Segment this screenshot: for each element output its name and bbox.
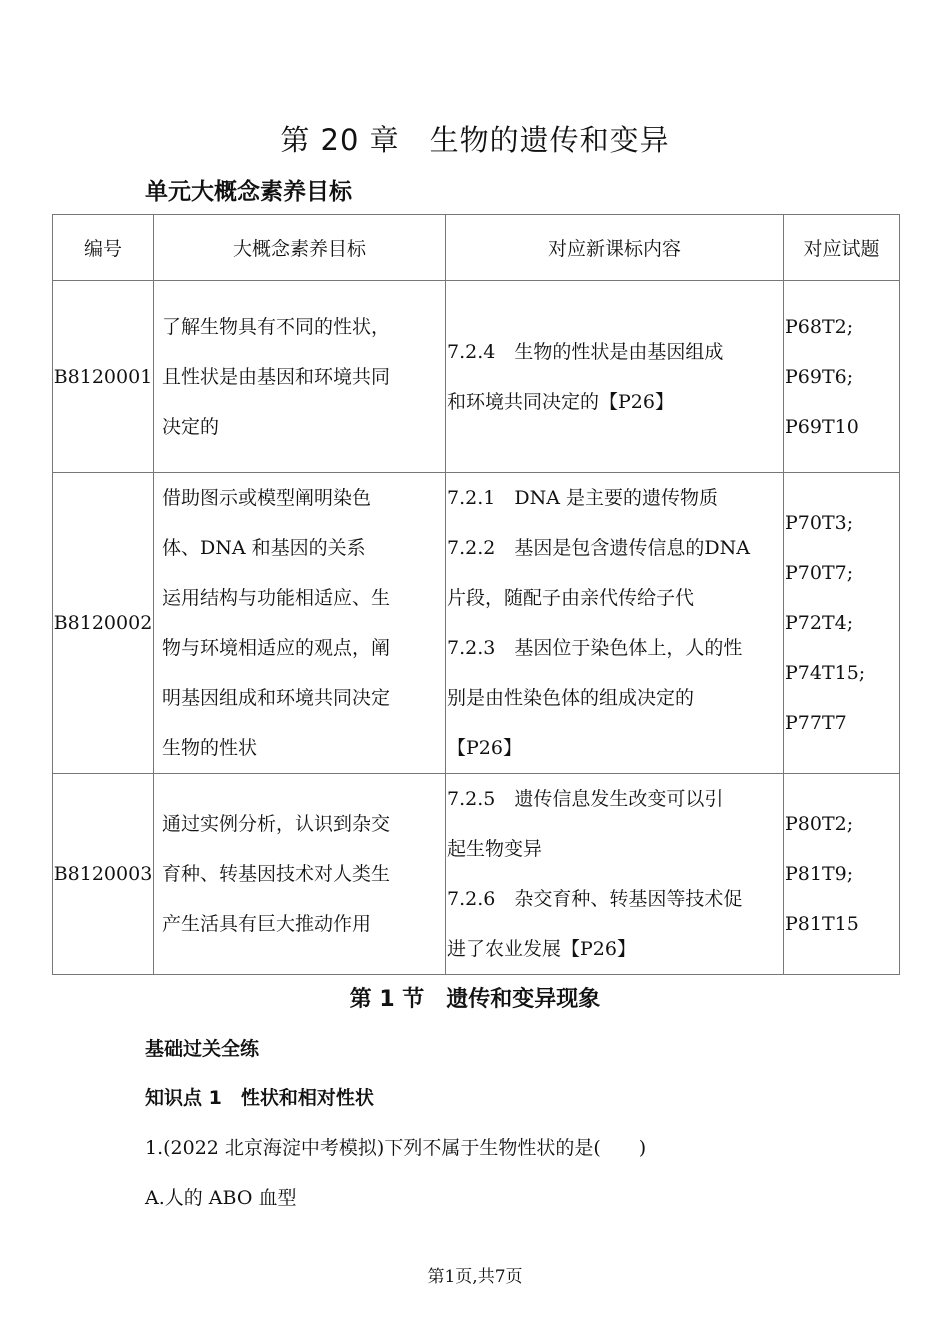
goal-cell: 通过实例分析，认识到杂交 育种、转基因技术对人类生 产生活具有巨大推动作用 <box>154 774 446 975</box>
header-questions: 对应试题 <box>784 215 900 281</box>
row-id: B8120003 <box>53 774 154 975</box>
questions-cell: P68T2; P69T6; P69T10 <box>784 281 900 473</box>
row-id: B8120001 <box>53 281 154 473</box>
questions-cell: P80T2; P81T9; P81T15 <box>784 774 900 975</box>
table-header-row <box>53 215 900 281</box>
page-footer: 第1页,共7页 <box>427 1267 523 1287</box>
header-id: 编号 <box>53 215 154 281</box>
table-row <box>53 281 900 473</box>
table-row <box>53 774 900 975</box>
goals-table <box>52 214 900 975</box>
goal-cell: 借助图示或模型阐明染色 体、DNA 和基因的关系 运用结构与功能相适应、生 物与环境相适应的观点，阐 明基因组成和环境共同决定 生物的性状 <box>154 473 446 774</box>
standard-cell: 7.2.5 遗传信息发生改变可以引 起生物变异 7.2.6 杂交育种、转基因等技术促 进了农业发展【P26】 <box>446 774 784 975</box>
goal-cell: 了解生物具有不同的性状， 且性状是由基因和环境共同 决定的 <box>154 281 446 473</box>
header-goal: 大概念素养目标 <box>154 215 446 281</box>
section-title: 第 1 节 遗传和变异现象 <box>349 987 601 1012</box>
question-1: 1.(2022 北京海淀中考模拟)下列不属于生物性状的是( ) <box>145 1137 647 1159</box>
unit-heading: 单元大概念素养目标 <box>145 179 352 205</box>
questions-cell: P70T3; P70T7; P72T4; P74T15; P77T7 <box>784 473 900 774</box>
row-id: B8120002 <box>53 473 154 774</box>
chapter-title: 第 20 章 生物的遗传和变异 <box>280 123 670 157</box>
header-standard: 对应新课标内容 <box>446 215 784 281</box>
table-row <box>53 473 900 774</box>
basic-practice-heading: 基础过关全练 <box>145 1038 260 1060</box>
knowledge-point-heading: 知识点 1 性状和相对性状 <box>145 1087 374 1109</box>
standard-cell: 7.2.4 生物的性状是由基因组成 和环境共同决定的【P26】 <box>446 281 784 473</box>
standard-cell: 7.2.1 DNA 是主要的遗传物质 7.2.2 基因是包含遗传信息的DNA 片段，随配子由亲代传给子代 7.2.3 基因位于染色体上，人的性 别是由性染色体的组成决定的 【P26】 <box>446 473 784 774</box>
option-a: A.人的 ABO 血型 <box>145 1187 297 1209</box>
